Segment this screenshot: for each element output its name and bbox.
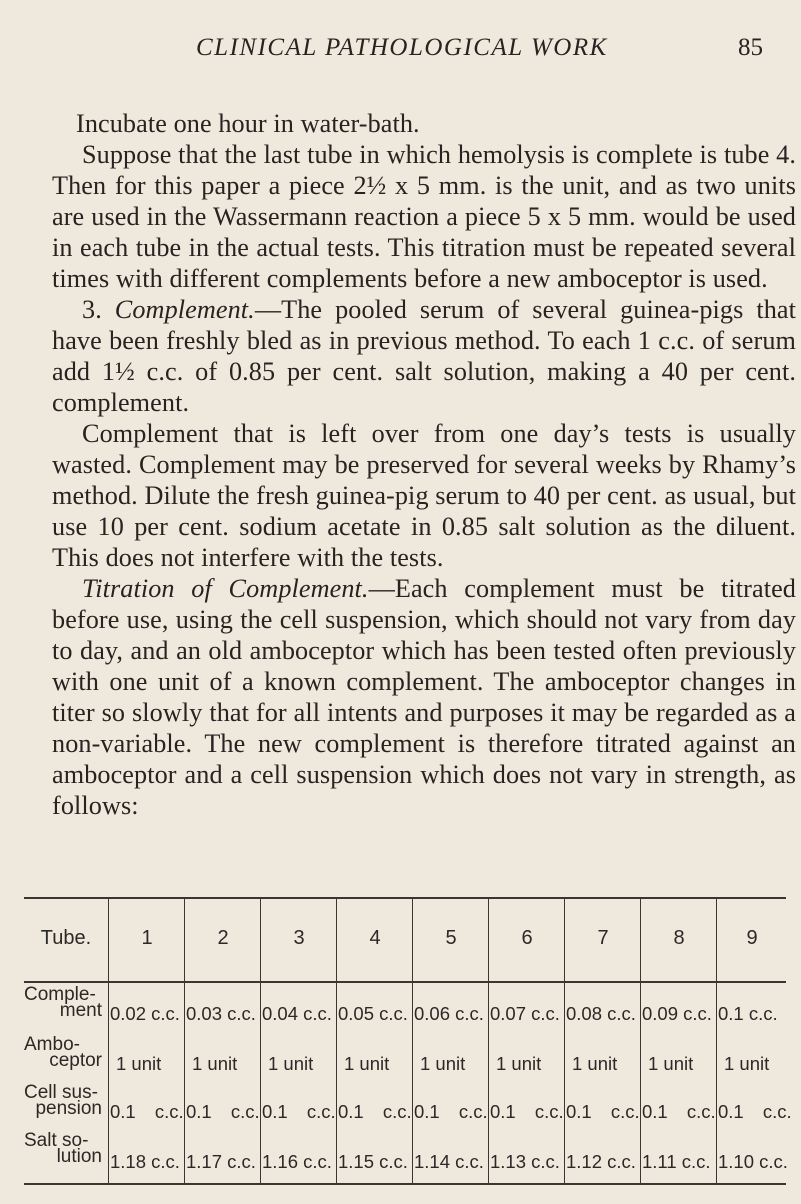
table-cell: 1 unit [648,1053,694,1074]
paragraph-titration [52,573,796,821]
running-title: CLINICAL PATHOLOGICAL WORK [196,34,608,61]
row-label-line: ment [59,1000,102,1021]
table-cell: 1 unit [724,1053,770,1074]
column-divider [108,899,109,1183]
table-cell: 0.1 c.c. [718,1003,778,1024]
table-cell: 1 unit [192,1053,238,1074]
table-cell: 0.04 c.c. [262,1003,332,1024]
table-cell: 1.16 c.c. [262,1151,332,1172]
paragraph-incubate [52,108,796,139]
table-cell: 1.17 c.c. [186,1151,256,1172]
table-rule-top [24,897,786,899]
table-cell: 0.06 c.c. [414,1003,484,1024]
table-rule-bottom [24,1183,786,1185]
row-label-line: Comple- [24,984,96,1005]
section-number: 3. [82,295,115,324]
column-divider [336,899,337,1183]
table-cell: 1.11 c.c. [642,1151,711,1172]
tube-header: 4 [369,927,381,949]
paragraph-text: —Each complement must be titrated before use, using the cell suspension, which should not vary from day to day, and an old amboceptor which has been tested often previously with one unit of a known complement. The amboceptor changes in titer so slowly that for all intents and purposes it may be regarded as a non-variable. The new complement is therefore titrated against an amboceptor and a cell suspension which does not vary in strength, as follows: [52,574,796,820]
tube-header: 2 [217,927,229,949]
table-cell: 1.15 c.c. [338,1151,408,1172]
table-cell: 0.1 c.c. [490,1101,564,1122]
table-header-label: Tube. [40,927,92,949]
row-label [24,984,102,1021]
column-divider [184,899,185,1183]
tube-header: 6 [521,927,533,949]
table-cell: 0.1 c.c. [642,1101,716,1122]
table-cell: 1 unit [268,1053,314,1074]
table-cell: 0.03 c.c. [186,1003,256,1024]
table-cell: 1 unit [496,1053,542,1074]
table-cell: 0.1 c.c. [718,1101,792,1122]
row-label-line: Ambo- [24,1034,80,1055]
table-cell: 0.1 c.c. [566,1101,640,1122]
table-cell: 0.1 c.c. [110,1101,184,1122]
table-cell: 1.18 c.c. [110,1151,180,1172]
tube-header: 9 [746,927,758,949]
table-cell: 1.12 c.c. [566,1151,636,1172]
column-divider [640,899,641,1183]
row-label-line: pension [35,1098,102,1119]
tube-header: 5 [445,927,457,949]
row-label [24,1034,102,1071]
row-label-line: Cell sus- [24,1082,98,1103]
section-heading: Titration of Complement. [82,574,369,603]
column-divider [260,899,261,1183]
tube-header: 3 [293,927,305,949]
table-cell: 1 unit [572,1053,618,1074]
column-divider [488,899,489,1183]
table-rule-header [24,981,786,983]
row-label [24,1082,102,1119]
table-cell: 0.09 c.c. [642,1003,712,1024]
table-cell: 1 unit [344,1053,390,1074]
paragraph-text: Suppose that the last tube in which hemolysis is complete is tube 4. Then for this paper a piece 2½ x 5 mm. is the unit, and as two units are used in the Wassermann reaction a piece 5 x 5 mm. would be used in each tube in the actual tests. This titration must be repeated several times with different complements before a new amboceptor is used. [52,140,796,293]
table-cell: 0.1 c.c. [338,1101,412,1122]
table-cell: 0.05 c.c. [338,1003,408,1024]
paragraph-text: Incubate one hour in water-bath. [76,109,420,138]
page-number: 85 [738,34,763,61]
table-cell: 0.02 c.c. [110,1003,180,1024]
row-label [24,1130,102,1167]
paragraph-hemolysis [52,139,796,294]
table-cell: 0.1 c.c. [186,1101,260,1122]
section-heading: Complement. [114,295,255,324]
row-label-line: lution [56,1146,102,1167]
column-divider [716,899,717,1183]
table-cell: 1.10 c.c. [718,1151,788,1172]
table-cell: 0.08 c.c. [566,1003,636,1024]
tube-header: 1 [141,927,153,949]
paragraph-rhamy [52,418,796,573]
table-cell: 1 unit [420,1053,466,1074]
table-cell: 1 unit [116,1053,162,1074]
table-cell: 1.13 c.c. [490,1151,560,1172]
tube-header: 8 [673,927,685,949]
column-divider [412,899,413,1183]
tube-header: 7 [597,927,609,949]
table-cell: 0.1 c.c. [262,1101,336,1122]
table-cell: 0.07 c.c. [490,1003,560,1024]
row-label-line: Salt so- [24,1130,89,1151]
table-cell: 1.14 c.c. [414,1151,484,1172]
column-divider [564,899,565,1183]
paragraph-text: Complement that is left over from one day’s tests is usually wasted. Complement may be preserved for several weeks by Rhamy’s method. Dilute the fresh guinea-pig serum to 40 per cent. as usual, but use 10 per cent. sodium acetate in 0.85 salt solution as the diluent. This does not interfere with the tests. [52,419,796,572]
body-text [52,108,796,821]
paragraph-text: —The pooled serum of several guinea-pigs that have been freshly bled as in previous method. To each 1 c.c. of serum add 1½ c.c. of 0.85 per cent. salt solution, making a 40 per cent. complement. [52,295,796,417]
table-cell: 0.1 c.c. [414,1101,488,1122]
page-header [0,34,801,74]
paragraph-complement [52,294,796,418]
row-label-line: ceptor [49,1050,102,1071]
